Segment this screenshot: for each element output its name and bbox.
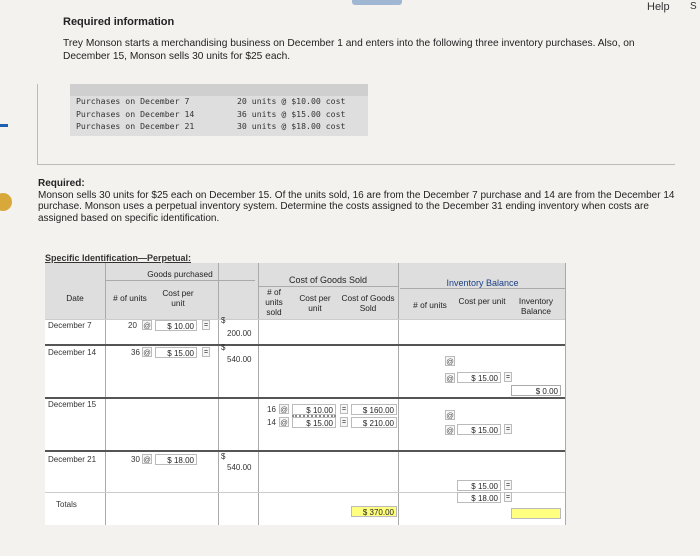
date-dec15: December 15 [48,400,97,409]
at-symbol: @ [143,348,151,357]
cost-per-unit-input[interactable]: $ 10.00 [155,320,197,331]
cogs-input[interactable]: $ 160.00 [351,404,397,415]
cost-per-unit-input[interactable]: $ 18.00 [155,454,197,465]
required-section [38,178,678,224]
col-cost-per-unit: Cost per unit [162,288,194,308]
col-cost-of-goods-sold: Cost of Goods Sold [341,293,395,313]
units-sold-input[interactable]: 14 [267,418,276,427]
top-tab[interactable] [352,0,402,5]
at-symbol: @ [143,455,151,464]
grid-line [105,263,106,525]
units-sold-input[interactable]: 16 [267,405,276,414]
inv-cost-per-unit-input[interactable]: $ 15.00 [457,372,501,383]
units-input[interactable]: 36 [131,348,140,357]
ending-inventory-input[interactable] [511,508,561,519]
inv-cost-per-unit-input[interactable]: $ 15.00 [457,424,501,435]
equals-symbol: = [341,419,347,426]
currency-symbol: $ [221,452,226,461]
inv-cost-per-unit-input[interactable]: $ 15.00 [457,480,501,491]
equals-symbol: = [505,482,511,489]
col-units-sold: # of units sold [265,287,283,317]
grid-line [218,263,219,525]
total-cost-value: 200.00 [227,329,252,338]
cost-per-unit-input[interactable]: $ 15.00 [155,347,197,358]
specific-identification-table [45,263,565,525]
total-cost-value: 540.00 [227,463,252,472]
cogs-input[interactable]: $ 210.00 [351,417,397,428]
total-cost-value: 540.00 [227,355,252,364]
cogs-cost-per-unit-input[interactable]: $ 15.00 [292,417,336,428]
purchase-row [70,109,368,122]
purchase-label: Purchases on December 21 [76,121,195,131]
left-edge-marker [0,124,8,127]
inv-cost-per-unit-input[interactable]: $ 18.00 [457,492,501,503]
required-heading: Required: [38,178,85,189]
at-symbol: @ [446,357,454,366]
currency-symbol: $ [221,343,226,352]
inventory-balance-input[interactable]: $ 0.00 [511,385,561,396]
grid-line [398,263,399,525]
col-inv-units: # of units [413,300,447,310]
at-symbol: @ [446,411,454,420]
at-symbol: @ [446,426,454,435]
purchase-row [70,121,368,134]
at-symbol: @ [280,418,288,427]
goods-purchased-header: Goods purchased [147,269,213,279]
header-rule [105,280,255,281]
date-dec21: December 21 [48,455,97,464]
at-symbol: @ [280,405,288,414]
equals-symbol: = [505,374,511,381]
col-cogs-cost-per-unit: Cost per unit [299,293,331,313]
at-symbol: @ [143,321,151,330]
cut-off-link[interactable]: S [690,1,697,12]
equals-symbol: = [203,322,209,329]
purchase-label: Purchases on December 7 [76,96,190,106]
purchase-label: Purchases on December 14 [76,108,195,119]
col-units: # of units [113,293,147,303]
col-inventory-balance: Inventory Balance [518,296,554,316]
header-rule [400,288,565,289]
row-rule [45,319,565,320]
cogs-cost-per-unit-input[interactable]: $ 10.00 [292,404,336,415]
currency-symbol: $ [221,316,226,325]
purchases-header-strip [70,84,368,96]
total-cogs-input[interactable]: $ 370.00 [351,506,397,517]
totals-label: Totals [56,500,77,509]
col-inv-cost-per-unit: Cost per unit [458,296,506,306]
purchases-table [70,84,368,136]
units-input[interactable]: 30 [131,455,140,464]
required-information-title: Required information [63,16,175,28]
purchase-row [70,96,368,109]
intro-text: Trey Monson starts a merchandising business on December 1 and enters into the following three inventory purchases. Also, on December 15, Monson sells 30 units for $25 each. [63,38,635,62]
required-text: Monson sells 30 units for $25 each on December 15. Of the units sold, 16 are from the December 7 purchase and 14 are from the December 14 purchase. Monson uses a perpetual inventory system. Determine the costs assigned to the December 31 ending inventory when costs are assigned based on specific identification. [38,189,675,224]
top-bar [0,0,700,14]
equals-symbol: = [341,406,347,413]
date-dec7: December 7 [48,321,92,330]
equals-symbol: = [203,349,209,356]
inventory-balance-header: Inventory Balance [446,278,519,288]
purchase-detail: 30 units @ $18.00 cost [237,121,346,131]
cogs-group-header: Cost of Goods Sold [288,275,368,285]
at-symbol: @ [446,374,454,383]
left-edge-badge[interactable] [0,193,12,211]
date-dec14: December 14 [48,348,97,357]
units-input[interactable]: 20 [128,321,137,330]
purchase-detail: 20 units @ $10.00 cost [237,96,346,106]
purchase-detail: 36 units @ $15.00 cost [237,108,346,119]
help-link[interactable]: Help [647,1,670,13]
row-rule [45,450,565,452]
grid-line [258,263,259,525]
col-date: Date [66,293,84,303]
row-rule [45,397,565,399]
row-rule [45,344,565,346]
equals-symbol: = [505,426,511,433]
grid-line [565,263,566,525]
table-caption: Specific Identification—Perpetual: [45,253,192,263]
equals-symbol: = [505,494,511,501]
